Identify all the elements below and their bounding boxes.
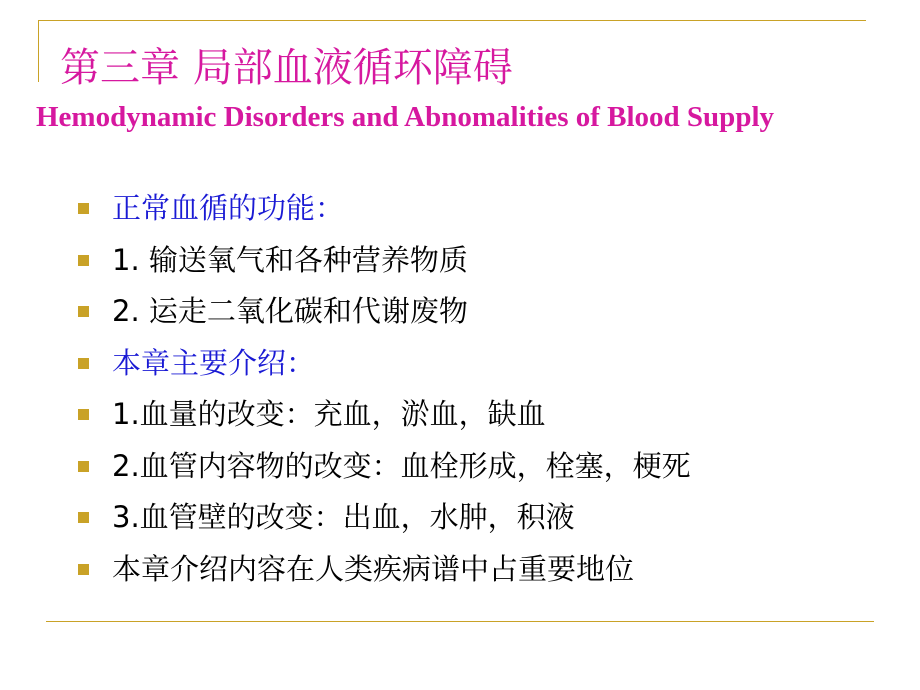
top-rule [38,20,866,21]
bullet-item [78,495,691,547]
bullet-text: 3.血管壁的改变：出血，水肿，积液 [112,500,575,534]
bottom-rule [46,621,874,622]
bullet-text: 1.血量的改变：充血，淤血，缺血 [112,397,546,431]
square-bullet-icon [78,409,89,420]
bullet-text: 2. 运走二氧化碳和代谢废物 [112,294,468,328]
bullet-item [78,392,691,444]
bullet-text: 本章介绍内容在人类疾病谱中占重要地位 [112,551,635,586]
bullet-item [78,238,691,290]
bullet-item [78,341,691,393]
square-bullet-icon [78,255,89,266]
bullet-text: 2.血管内容物的改变：血栓形成，栓塞，梗死 [112,448,691,483]
bullet-item [78,444,691,496]
square-bullet-icon [78,358,89,369]
bullet-item [78,547,691,599]
square-bullet-icon [78,461,89,472]
left-rule [38,20,39,82]
slide-title: 第三章 局部血液循环障碍 [60,45,513,91]
bullet-text: 正常血循的功能： [112,191,345,225]
square-bullet-icon [78,306,89,317]
square-bullet-icon [78,564,89,575]
slide-subtitle: Hemodynamic Disorders and Abnomalities of Blood Supply [36,101,774,133]
bullet-item [78,186,691,238]
bullet-list [78,186,691,598]
bullet-item [78,289,691,341]
bullet-text: 本章主要介绍： [112,345,316,380]
bullet-text: 1. 输送氧气和各种营养物质 [112,242,468,277]
square-bullet-icon [78,512,89,523]
square-bullet-icon [78,203,89,214]
